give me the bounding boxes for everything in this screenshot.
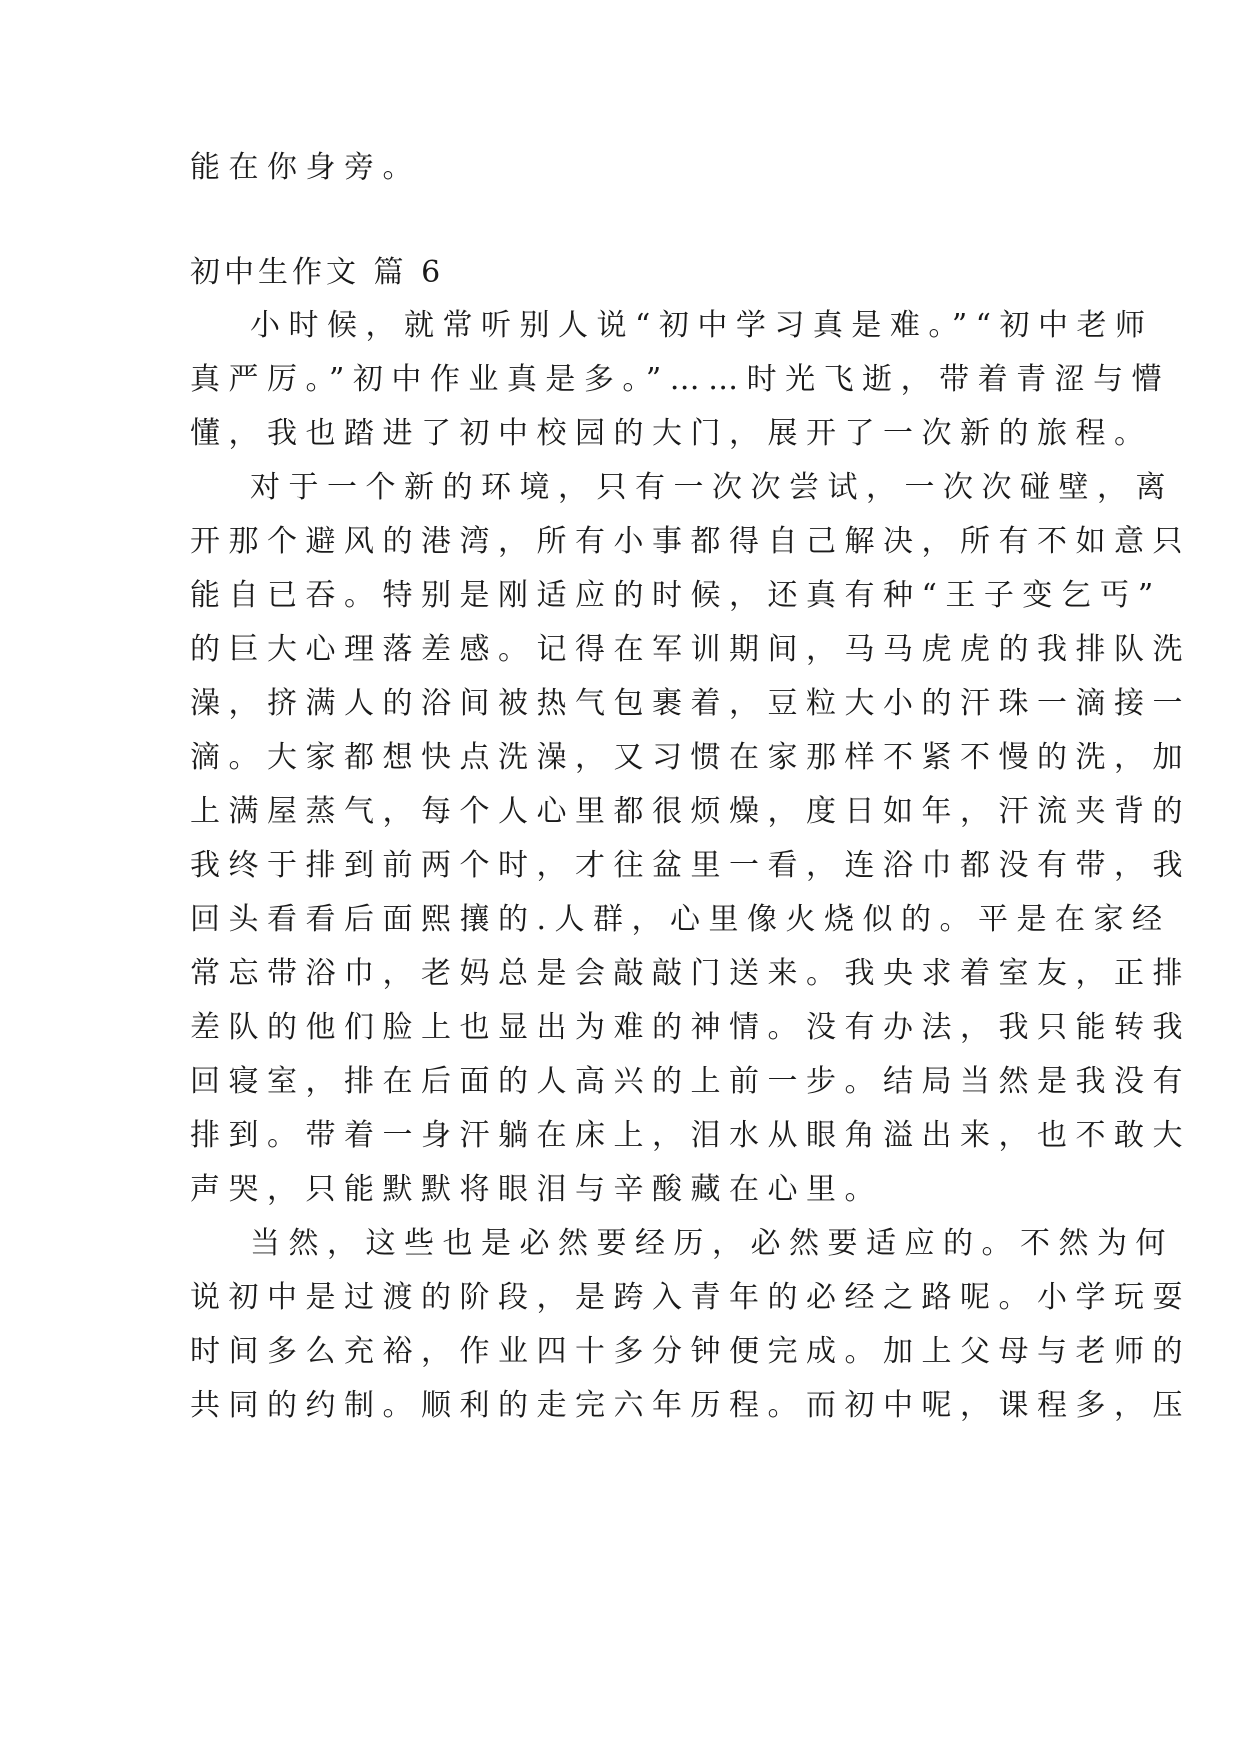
paragraph-line-9: 滴。大家都想快点洗澡，又习惯在家那样不紧不慢的洗，加 bbox=[190, 740, 1191, 775]
paragraph-line-19: 说初中是过渡的阶段，是跨入青年的必经之路呢。小学玩耍 bbox=[190, 1280, 1191, 1315]
paragraph-line-17: 声哭，只能默默将眼泪与辛酸藏在心里。 bbox=[190, 1172, 883, 1207]
paragraph-line-6: 能自已吞。特别是刚适应的时候，还真有种“王子变乞丐” bbox=[190, 578, 1162, 613]
paragraph-line-14: 差队的他们脸上也显出为难的神情。没有办法，我只能转我 bbox=[190, 1010, 1191, 1045]
paragraph-line-1: 小时候，就常听别人说“初中学习真是难。”“初中老师 bbox=[250, 308, 1154, 343]
paragraph-line-18: 当然，这些也是必然要经历，必然要适应的。不然为何 bbox=[250, 1226, 1174, 1261]
paragraph-line-4: 对于一个新的环境，只有一次次尝试，一次次碰壁，离 bbox=[250, 470, 1174, 505]
carryover-line: 能在你身旁。 bbox=[190, 150, 421, 185]
paragraph-line-21: 共同的约制。顺利的走完六年历程。而初中呢，课程多，压 bbox=[190, 1388, 1191, 1423]
paragraph-line-16: 排到。带着一身汗躺在床上，泪水从眼角溢出来，也不敢大 bbox=[190, 1118, 1191, 1153]
paragraph-line-3: 懂，我也踏进了初中校园的大门，展开了一次新的旅程。 bbox=[190, 416, 1153, 451]
paragraph-line-10: 上满屋蒸气，每个人心里都很烦燥，度日如年，汗流夹背的 bbox=[190, 794, 1191, 829]
paragraph-line-2: 真严厉。”初中作业真是多。”……时光飞逝，带着青涩与懵 bbox=[190, 362, 1171, 397]
paragraph-line-12: 回头看看后面熙攘的.人群，心里像火烧似的。平是在家经 bbox=[190, 902, 1171, 937]
paragraph-line-7: 的巨大心理落差感。记得在军训期间，马马虎虎的我排队洗 bbox=[190, 632, 1191, 667]
paragraph-line-13: 常忘带浴巾，老妈总是会敲敲门送来。我央求着室友，正排 bbox=[190, 956, 1191, 991]
paragraph-line-8: 澡，挤满人的浴间被热气包裹着，豆粒大小的汗珠一滴接一 bbox=[190, 686, 1191, 721]
paragraph-line-15: 回寝室，排在后面的人高兴的上前一步。结局当然是我没有 bbox=[190, 1064, 1191, 1099]
paragraph-line-5: 开那个避风的港湾，所有小事都得自己解决，所有不如意只 bbox=[190, 524, 1191, 559]
section-title: 初中生作文 篇 6 bbox=[190, 255, 445, 290]
paragraph-line-20: 时间多么充裕，作业四十多分钟便完成。加上父母与老师的 bbox=[190, 1334, 1191, 1369]
paragraph-line-11: 我终于排到前两个时，才往盆里一看，连浴巾都没有带，我 bbox=[190, 848, 1191, 883]
